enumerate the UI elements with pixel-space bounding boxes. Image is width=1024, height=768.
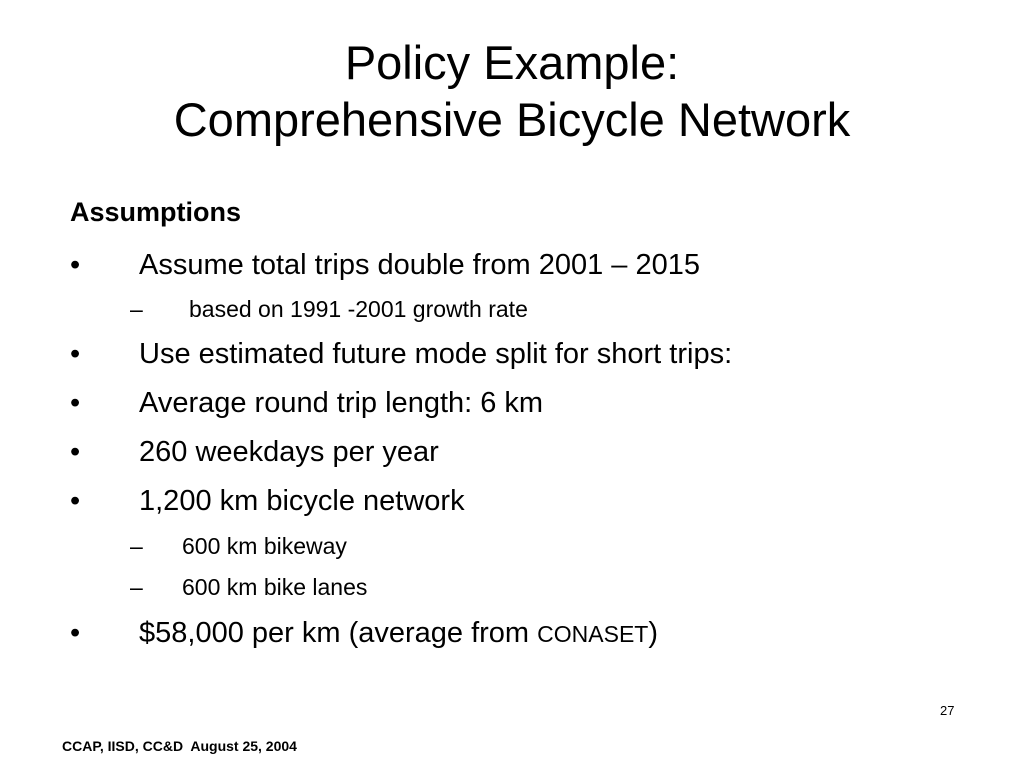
bullet-text <box>139 616 658 651</box>
sub-bullet-text: based on 1991 -2001 growth rate <box>189 296 528 322</box>
sub-bullet-text: 600 km bike lanes <box>182 574 368 600</box>
conaset-word: CONASET <box>537 621 649 647</box>
bullet-text: 260 weekdays per year <box>139 436 439 468</box>
bullet-text: Assume total trips double from 2001 – 2015 <box>139 249 700 281</box>
bullet-text-main: $58,000 per km (average from <box>139 617 538 649</box>
sub-bullet-text: 600 km bikeway <box>182 533 347 559</box>
sub-bullet-marker: – <box>130 574 143 600</box>
bullet-marker: • <box>70 338 81 370</box>
sub-bullet-marker: – <box>130 296 143 322</box>
bullet-text: Use estimated future mode split for short trips: <box>139 338 733 370</box>
footer-text: CCAP, IISD, CC&D August 25, 2004 <box>62 738 297 754</box>
section-heading: Assumptions <box>70 197 242 227</box>
bullet-text: Average round trip length: 6 km <box>139 387 544 419</box>
bullet-marker: • <box>70 249 81 281</box>
bullet-text: 1,200 km bicycle network <box>139 485 465 517</box>
sub-bullet-marker: – <box>130 533 143 559</box>
title-line-2: Comprehensive Bicycle Network <box>173 93 851 146</box>
bullet-text-close: ) <box>648 617 659 649</box>
bullet-marker: • <box>70 485 81 517</box>
bullet-marker: • <box>70 617 81 649</box>
bullet-marker: • <box>70 387 81 419</box>
bullet-marker: • <box>70 436 81 468</box>
title-line-1: Policy Example: <box>344 36 680 89</box>
slide-title <box>0 34 1024 148</box>
page-number: 27 <box>940 703 955 718</box>
